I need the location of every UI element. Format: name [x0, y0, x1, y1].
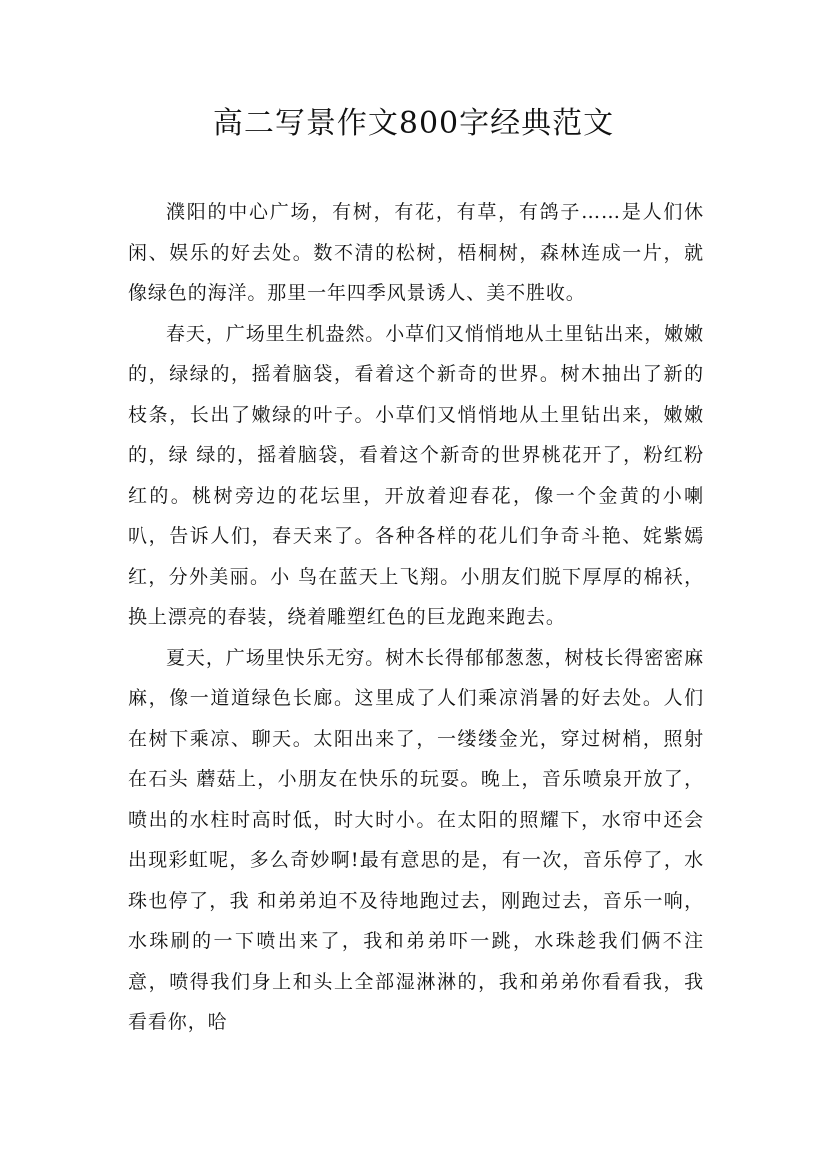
- paragraph-spring: 春天，广场里生机盎然。小草们又悄悄地从土里钻出来，嫩嫩的，绿绿的，摇着脑袋，看着这个新奇的世界。树木抽出了新的枝条，长出了嫩绿的叶子。小草们又悄悄地从土里钻出来，嫩嫩的，绿 绿的，摇着脑袋，看着这个新奇的世界桃花开了，粉红粉红的。桃树旁边的花坛里，开放着迎春花，像一个金黄的小喇叭，告诉人们，春天来了。各种各样的花儿们争奇斗艳、姹紫嫣红，分外美丽。小 鸟在蓝天上飞翔。小朋友们脱下厚厚的棉袄，换上漂亮的春装，绕着雕塑红色的巨龙跑来跑去。: [128, 322, 704, 628]
- document-title: 高二写景作文800字经典范文: [212, 106, 615, 141]
- document-body: [128, 192, 704, 1043]
- paragraph-summer: 夏天，广场里快乐无穷。树木长得郁郁葱葱，树枝长得密密麻麻，像一道道绿色长廊。这里成了人们乘凉消暑的好去处。人们在树下乘凉、聊天。太阳出来了，一缕缕金光，穿过树梢，照射在石头 蘑菇上，小朋友在快乐的玩耍。晚上，音乐喷泉开放了，喷出的水柱时高时低，时大时小。在太阳的照耀下，水帘中还会出现彩虹呢，多么奇妙啊!最有意思的是，有一次，音乐停了，水珠也停了，我 和弟弟迫不及待地跑过去，刚跑过去，音乐一响，水珠刷的一下喷出来了，我和弟弟吓一跳，水珠趁我们俩不注意，喷得我们身上和头上全部湿淋淋的，我和弟弟你看看我，我看看你，哈: [128, 646, 704, 1033]
- paragraph-intro: 濮阳的中心广场，有树，有花，有草，有鸽子……是人们休闲、娱乐的好去处。数不清的松树，梧桐树，森林连成一片，就像绿色的海洋。那里一年四季风景诱人、美不胜收。: [128, 201, 704, 304]
